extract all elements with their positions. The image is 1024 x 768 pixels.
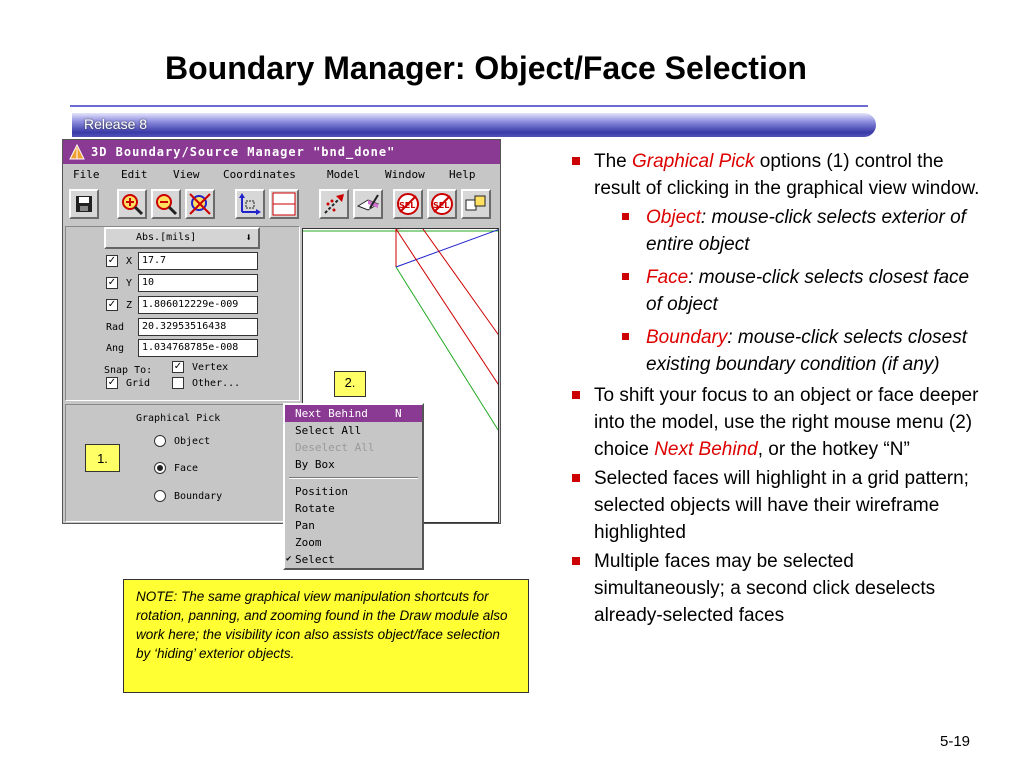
axes-icon: [238, 192, 262, 216]
rad-label: Rad: [106, 322, 125, 333]
other-label: Other...: [192, 378, 241, 389]
coordinates-panel: [65, 226, 300, 401]
snap-to-label: Snap To:: [104, 365, 153, 376]
select-off-button-2[interactable]: [427, 189, 457, 219]
menu-item-hotkey: N: [395, 407, 402, 420]
sub-bullet-text: : mouse-click selects closest face of object: [646, 267, 970, 315]
window-title: 3D Boundary/Source Manager "bnd_done": [91, 145, 396, 159]
sub-bullet-text: : mouse-click selects closest existing boundary condition (if any): [646, 327, 968, 375]
menu-item-position[interactable]: Position: [295, 485, 348, 498]
menu-item-zoom[interactable]: Zoom: [295, 536, 322, 549]
menu-separator: [289, 477, 418, 479]
boundary-radio[interactable]: [154, 490, 166, 502]
grid-checkbox[interactable]: ✓: [107, 377, 117, 388]
move-icon: [322, 192, 346, 216]
bullet-text: To shift your focus to an object or face deeper into the model, use the right mouse menu (2) choice: [594, 385, 979, 460]
callout-2: 2.: [334, 371, 366, 397]
dropdown-arrow-icon: ⬇: [245, 231, 252, 244]
bullet-multiple-faces: Multiple faces may be selected simultaneously; a second click deselects already-selected faces: [568, 548, 988, 629]
menu-item-select-all[interactable]: Select All: [295, 424, 362, 437]
bullet-next-behind: [568, 382, 988, 463]
toolbar: [63, 186, 500, 224]
save-button[interactable]: [69, 189, 99, 219]
object-radio[interactable]: [154, 435, 166, 447]
sub-bullet-highlight: Boundary: [646, 327, 728, 348]
other-checkbox[interactable]: [172, 377, 184, 389]
grid-toggle-icon: [272, 192, 296, 216]
menu-view[interactable]: View: [173, 168, 200, 181]
menu-item-label: Select: [295, 553, 335, 566]
swap-button[interactable]: [461, 189, 491, 219]
menu-item-pan[interactable]: Pan: [295, 519, 315, 532]
save-icon: [72, 192, 96, 216]
move-button[interactable]: [319, 189, 349, 219]
y-field[interactable]: 10: [138, 274, 258, 292]
sub-bullet-face: [568, 264, 988, 318]
units-value: Abs.[mils]: [136, 232, 197, 243]
app-logo-icon: [69, 144, 85, 160]
menu-file[interactable]: File: [73, 168, 100, 181]
sub-bullet-highlight: Object: [646, 207, 701, 228]
right-click-menu: [283, 403, 424, 570]
grid-label: Grid: [126, 378, 151, 389]
vertex-checkbox[interactable]: ✓: [173, 361, 183, 372]
graphical-pick-label: Graphical Pick: [136, 413, 221, 424]
visibility-button[interactable]: [353, 189, 383, 219]
z-checkbox[interactable]: ✓: [107, 299, 117, 310]
menu-item-next-behind[interactable]: [285, 405, 422, 422]
zoom-in-button[interactable]: [117, 189, 147, 219]
zoom-fit-icon: [188, 192, 212, 216]
visibility-icon: [356, 192, 380, 216]
sub-bullet-text: : mouse-click selects exterior of entire object: [646, 207, 966, 255]
units-dropdown[interactable]: [104, 227, 260, 249]
release-banner: [72, 113, 876, 137]
face-radio[interactable]: [154, 462, 166, 474]
menu-window[interactable]: Window: [385, 168, 425, 181]
sel-label: SEL: [399, 201, 416, 210]
menu-model[interactable]: Model: [327, 168, 361, 181]
bullet-selected-faces: Selected faces will highlight in a grid pattern; selected objects will have their wireframe highlighted: [568, 465, 988, 546]
select-off-icon: [396, 192, 420, 216]
bullet-text: The: [594, 151, 633, 172]
sel-label: SEL: [433, 201, 450, 210]
boundary-option-label: Boundary: [174, 491, 223, 502]
callout-1: 1.: [85, 444, 120, 472]
bullet-highlight: Graphical Pick: [632, 151, 755, 172]
x-label: X: [126, 256, 133, 267]
menu-item-label: Next Behind: [295, 407, 368, 420]
zoom-out-button[interactable]: [151, 189, 181, 219]
select-off-button-1[interactable]: [393, 189, 423, 219]
z-field[interactable]: 1.806012229e-009: [138, 296, 258, 314]
zoom-out-icon: [154, 192, 178, 216]
swap-icon: [464, 192, 488, 216]
menu-item-select[interactable]: [285, 551, 422, 568]
page-number: 5-19: [940, 733, 971, 750]
bullet-graphical-pick: [568, 148, 988, 202]
menu-help[interactable]: Help: [449, 168, 476, 181]
slide-title: Boundary Manager: Object/Face Selection: [165, 50, 807, 86]
menu-item-by-box[interactable]: By Box: [295, 458, 335, 471]
boundary-manager-window: [62, 139, 501, 524]
bullet-text: options (1) control the result of clicking in the graphical view window.: [594, 151, 980, 199]
menu-item-deselect-all: Deselect All: [295, 441, 375, 454]
release-label: Release 8: [84, 116, 148, 132]
bullet-text: , or the hotkey “N”: [757, 439, 910, 460]
menu-item-rotate[interactable]: Rotate: [295, 502, 335, 515]
menu-edit[interactable]: Edit: [121, 168, 148, 181]
y-label: Y: [126, 278, 133, 289]
window-title-bar: [63, 140, 500, 164]
checkmark-icon: ✔: [286, 554, 292, 564]
bullet-list: [568, 148, 988, 631]
title-divider: [70, 105, 868, 107]
zoom-in-icon: [120, 192, 144, 216]
x-field[interactable]: 17.7: [138, 252, 258, 270]
face-option-label: Face: [174, 463, 199, 474]
rad-field[interactable]: 20.32953516438: [138, 318, 258, 336]
z-label: Z: [126, 300, 133, 311]
menu-bar: [63, 165, 500, 185]
sub-bullet-boundary: [568, 324, 988, 378]
sub-bullet-object: [568, 204, 988, 258]
axes-button[interactable]: [235, 189, 265, 219]
menu-coordinates[interactable]: Coordinates: [223, 168, 296, 181]
x-checkbox[interactable]: ✓: [107, 255, 117, 266]
y-checkbox[interactable]: ✓: [107, 277, 117, 288]
select-off-icon: [430, 192, 454, 216]
sub-bullet-highlight: Face: [646, 267, 689, 288]
ang-field[interactable]: 1.034768785e-008: [138, 339, 258, 357]
grid-toggle-button[interactable]: [269, 189, 299, 219]
note-box: NOTE: The same graphical view manipulation shortcuts for rotation, panning, and zooming found in the Draw module also work here; the visibility icon also assists object/face selection by ‘hiding’ exterior objects.: [123, 579, 529, 693]
zoom-fit-button[interactable]: [185, 189, 215, 219]
bullet-highlight: Next Behind: [654, 439, 758, 460]
vertex-label: Vertex: [192, 362, 229, 373]
object-option-label: Object: [174, 436, 211, 447]
ang-label: Ang: [106, 343, 125, 354]
